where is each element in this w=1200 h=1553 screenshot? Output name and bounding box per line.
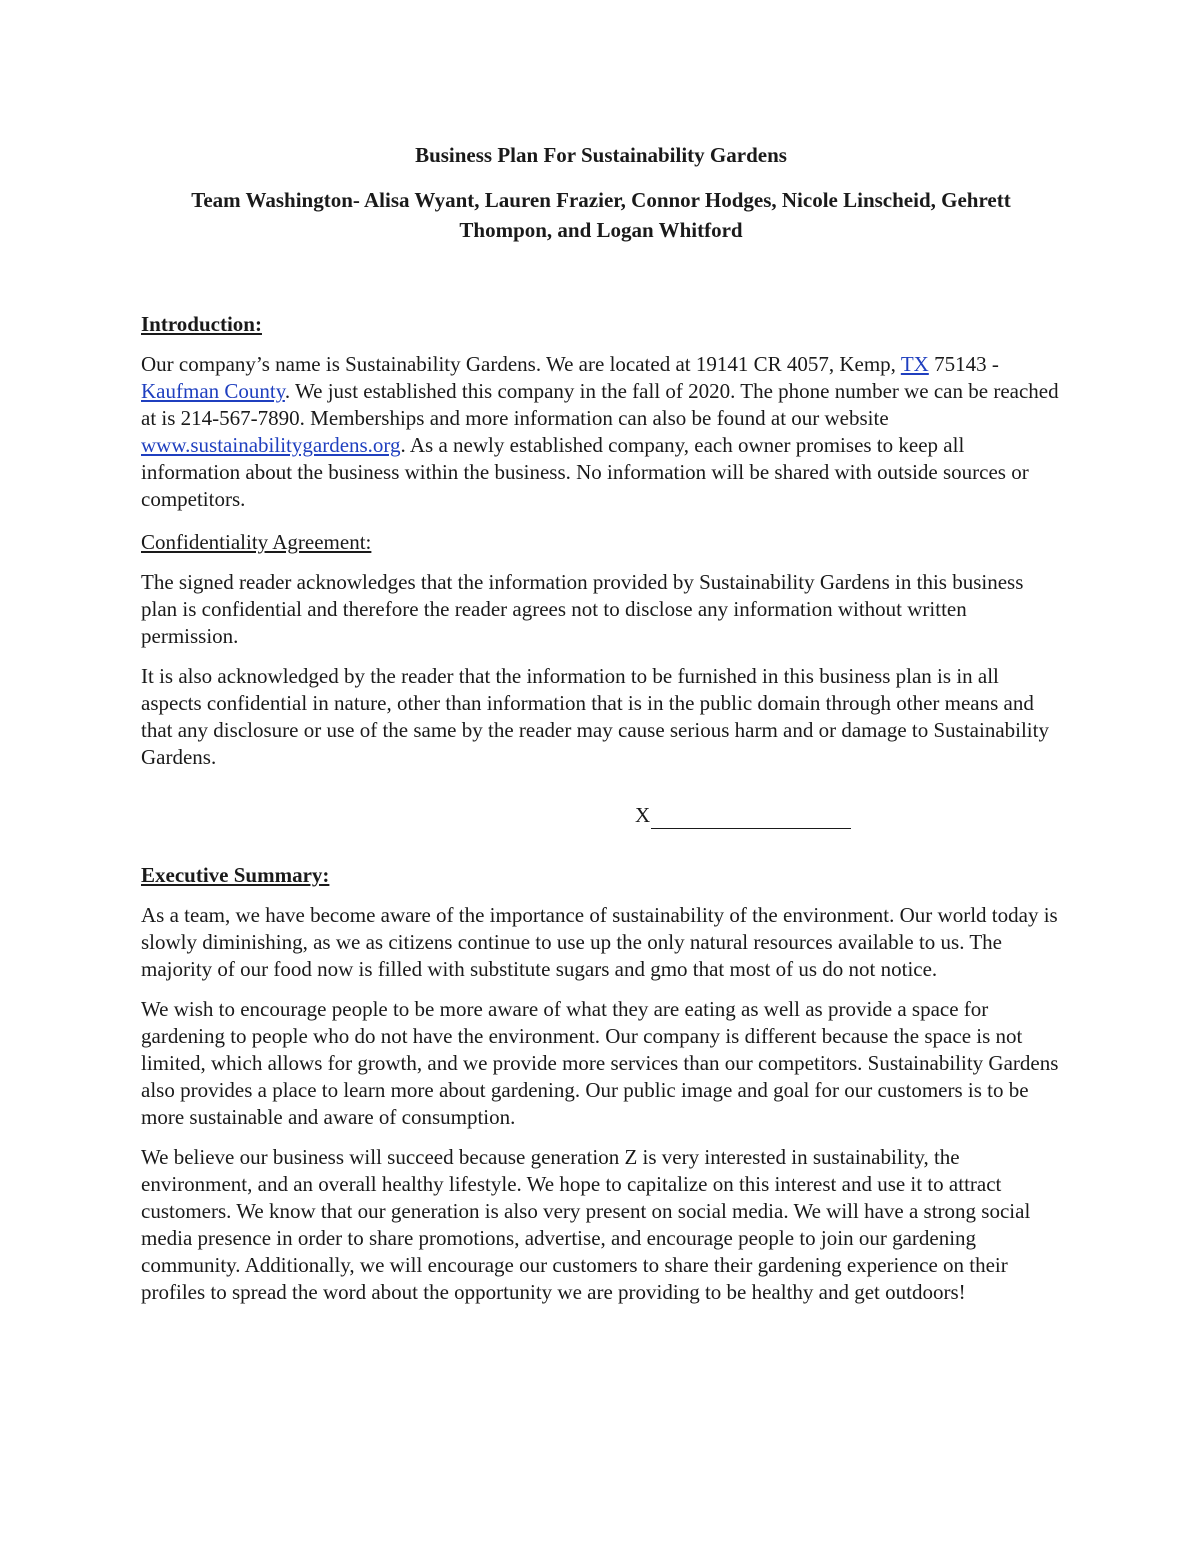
document-body: [141, 141, 1061, 1319]
confidentiality-heading: Confidentiality Agreement:: [141, 530, 372, 554]
executive-summary-paragraph-2: We wish to encourage people to be more aware of what they are eating as well as provide a space for gardening to people who do not have the environment. Our company is different because the space is not limited, which allows for growth, and we provide more services than our competitors. Sustainability Gardens also provides a place to learn more about gardening. Our public image and goal for our customers is to be more sustainable and aware of consumption.: [141, 997, 1059, 1129]
document-title: Business Plan For Sustainability Gardens: [415, 143, 787, 167]
signature-underline: [651, 806, 851, 829]
signature-line[interactable]: [141, 802, 1061, 830]
intro-text-d: . As a newly established company, each owner promises to keep all information about the business within the business. No information will be shared with outside sources or competitors.: [141, 433, 1029, 511]
confidentiality-paragraph-2: It is also acknowledged by the reader that the information to be furnished in this business plan is in all aspects confidential in nature, other than information that is in the public domain through other means and that any disclosure or use of the same by the reader may cause serious harm and or damage to Sustainability Gardens.: [141, 664, 1049, 769]
intro-text-c: . We just established this company in the fall of 2020. The phone number we can be reached at is 214-567-7890. Memberships and more information can also be found at our website: [141, 379, 1059, 430]
intro-text-b: 75143 -: [928, 352, 999, 376]
introduction-paragraph: [141, 351, 1061, 513]
website-link[interactable]: www.sustainabilitygardens.org: [141, 433, 401, 457]
signature-mark: X: [635, 803, 651, 827]
state-link[interactable]: TX: [900, 352, 929, 376]
introduction-heading: Introduction:: [141, 312, 262, 336]
intro-text-a: Our company’s name is Sustainability Gardens. We are located at 19141 CR 4057, Kemp,: [141, 352, 901, 376]
executive-summary-heading: Executive Summary:: [141, 863, 330, 887]
county-link[interactable]: Kaufman County: [141, 379, 285, 403]
executive-summary-paragraph-1: As a team, we have become aware of the importance of sustainability of the environment. Our world today is slowly diminishing, as we as citizens continue to use up the only natural resources available to us. The majority of our food now is filled with substitute sugars and gmo that most of us do not notice.: [141, 903, 1058, 981]
document-authors: Team Washington- Alisa Wyant, Lauren Frazier, Connor Hodges, Nicole Linscheid, Gehrett Thompon, and Logan Whitford: [191, 188, 1011, 242]
confidentiality-paragraph-1: The signed reader acknowledges that the information provided by Sustainability Gardens in this business plan is confidential and therefore the reader agrees not to disclose any information without written permission.: [141, 570, 1024, 648]
executive-summary-paragraph-3: We believe our business will succeed because generation Z is very interested in sustainability, the environment, and an overall healthy lifestyle. We hope to capitalize on this interest and use it to attract customers. We know that our generation is also very present on social media. We will have a strong social media presence in order to share promotions, advertise, and encourage people to join our gardening community. Additionally, we will encourage our customers to share their gardening experience on their profiles to spread the word about the opportunity we are providing to be healthy and get outdoors!: [141, 1145, 1031, 1304]
